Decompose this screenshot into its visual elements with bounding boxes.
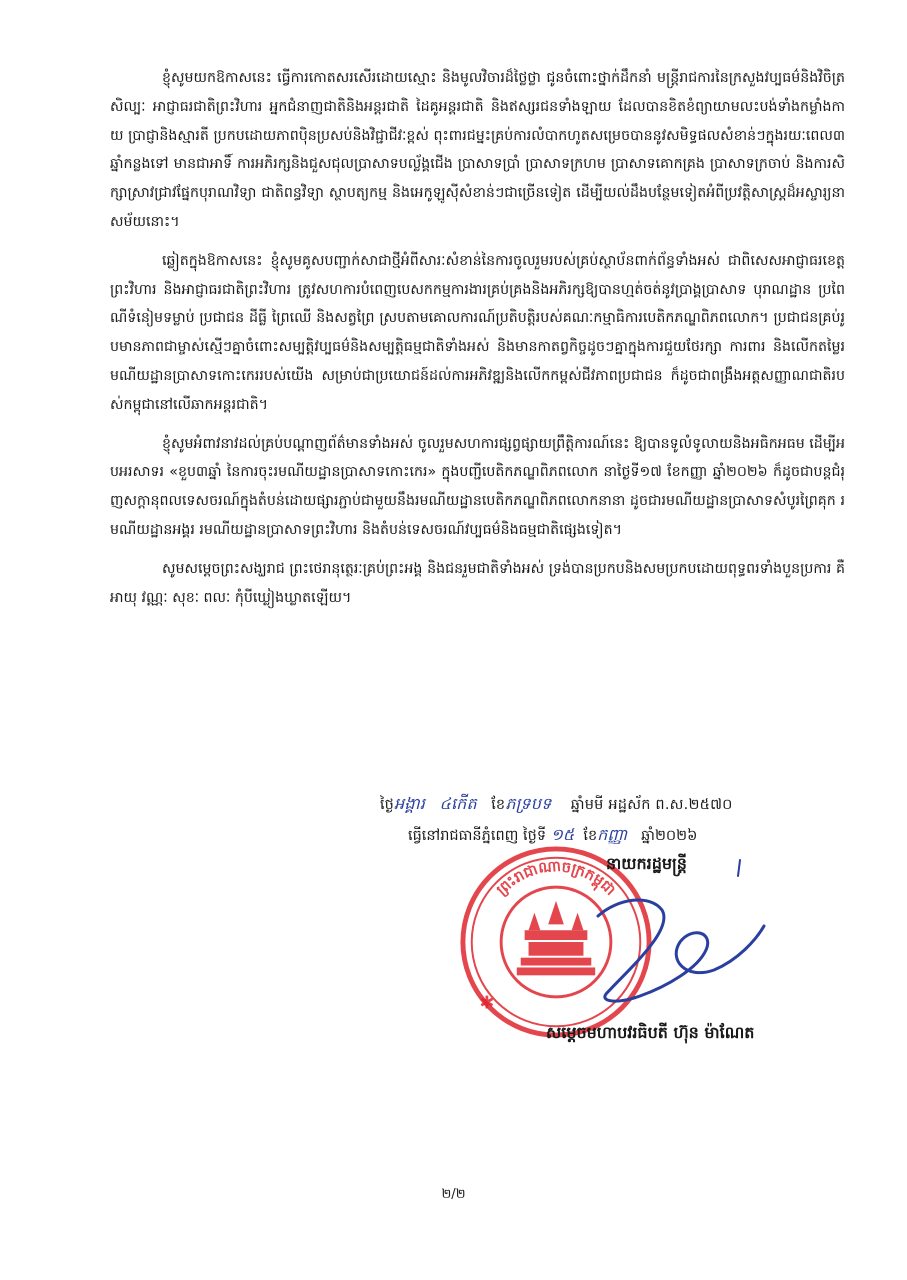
paragraph-gratitude: ខ្ញុំសូមយកឱកាសនេះ ធ្វើការកោតសរសើរដោយស្មោះ និងមូលវិចារដ៏ថ្លៃថ្លា ជូនចំពោះថ្នាក់ដឹកនាំ មន្ត្រីរាជការនៃក្រសួងវប្បធម៌និងវិចិត្រសិល្បៈ អាជ្ញាធរជាតិព្រះវិហារ អ្នកជំនាញជាតិនិងអន្តរជាតិ ដៃគូអន្តរជាតិ និងឥស្សរជនទាំងឡាយ ដែលបានខិតខំព្យាយាមលះបង់ទាំងកម្លាំងកាយ ប្រាជ្ញានិងស្មារតី ប្រកបដោយភាពប៉ិនប្រសប់និងវិជ្ជាជីវៈខ្ពស់ ពុះពារជម្នះគ្រប់ការលំបាកហូតសម្រេចបាននូវសមិទ្ធផលសំខាន់ៗក្នុងរយៈពេល៣ឆ្នាំកន្លងទៅ មានជាអាទិ៍ ការអភិរក្សនិងជួសជុលប្រាសាទបល្ល័ង្គជើង ប្រាសាទប្រាំ ប្រាសាទក្រហម ប្រាសាទគោកគ្រង ប្រាសាទក្រចាប់ និងការសិក្សាស្រាវជ្រាវផ្នែកបុរាណវិទ្យា ជាតិពន្ធវិទ្យា ស្ថាបត្យកម្ម និងអេកូឡូស៊ីសំខាន់ៗជាច្រើនទៀត ដើម្បីយល់ដឹងបន្ថែមទៀតអំពីប្រវត្តិសាស្ត្រដ៏អស្ចារ្យនាសម័យនោះ។ [110,70,845,230]
letter-body [110,64,845,622]
lunar-year-text: ឆ្នាំមមី អដ្ឋស័ក ព.ស.២៥៧០ [570,797,733,813]
day-label: ថ្ងៃ [380,797,395,813]
paragraph-responsibility: ឆ្លៀតក្នុងឱកាសនេះ ខ្ញុំសូមគូសបញ្ជាក់សាជាថ្មីអំពីសារៈសំខាន់នៃការចូលរួមរបស់គ្រប់ស្ថាប័នពាក់ព័ន្ធទាំងអស់ ជាពិសេសអាជ្ញាធរខេត្តព្រះវិហារ និងអាជ្ញាធរជាតិព្រះវិហារ ត្រូវសហការបំពេញបេសកកម្មការងារគ្រប់គ្រងនិងអភិរក្សឱ្យបានហ្មត់ចត់នូវប្រាង្គប្រាសាទ បុរាណដ្ឋាន ប្រពៃណីទំនៀមទម្លាប់ ប្រជាជន ដីធ្លី ព្រៃឈើ និងសត្វព្រៃ ស្របតាមគោលការណ៍ប្រតិបត្តិរបស់គណៈកម្មាធិការបេតិកភណ្ឌពិភពលោក។ ប្រជាជនគ្រប់រូបមានភាពជាម្ចាស់ស្មើៗគ្នាចំពោះសម្បត្តិវប្បធម៌និងសម្បត្តិធម្មជាតិទាំងអស់ និងមានកាតព្វកិច្ចដូចៗគ្នាក្នុងការជួយថែរក្សា ការពារ និងលើកតម្លៃរមណីយដ្ឋានប្រាសាទកោះកេររបស់យើង សម្រាប់ជាប្រយោជន៍ដល់ការអភិវឌ្ឍនិងលើកកម្ពស់ជីវភាពប្រជាជន ក៏ដូចជាពង្រឹងអត្តសញ្ញាណជាតិរបស់កម្ពុជានៅលើឆាកអន្តរជាតិ។ [110,252,845,413]
handwritten-signature [588,854,770,1020]
day-number-handwritten: ១៥ [550,825,575,844]
moon-day-handwritten: ៤កើត [439,794,477,813]
seal-star-icon: ✱ [479,993,495,1014]
solar-month-handwritten: កញ្ញា [597,825,628,844]
angkor-temple-emblem-icon [517,901,595,975]
month-label: ខែ [491,797,506,813]
day-name-handwritten: អង្គារ [394,794,426,813]
lunar-month-handwritten: ភទ្របទ [505,794,552,813]
seal-inscription: ព្រះរាជាណាចក្រកម្ពុជា [493,857,619,899]
signatory-name: សម្តេចមហាបវរធិបតី ហ៊ុន ម៉ាណែត [546,1023,755,1042]
page-number: ២/២ [441,1187,466,1202]
paragraph-media-appeal: ខ្ញុំសូមអំពាវនាវដល់គ្រប់បណ្តាញព័ត៌មានទាំងអស់ ចូលរួមសហការផ្សព្វផ្សាយព្រឹត្តិការណ៍នេះ ឱ្យបានទូលំទូលាយនិងអធិកអធម ដើម្បីអបអរសាទរ «ខួប៣ឆ្នាំ នៃការចុះរមណីយដ្ឋានប្រាសាទកោះកេរ» ក្នុងបញ្ជីបេតិកភណ្ឌពិភពលោក នាថ្ងៃទី១៧ ខែកញ្ញា ឆ្នាំ២០២៦ ក៏ដូចជាបន្តជំរុញសក្តានុពលទេសចរណ៍ក្នុងតំបន់ដោយផ្សារភ្ជាប់ជាមួយនឹងរមណីយដ្ឋានបេតិកភណ្ឌពិភពលោកនានា ដូចជារមណីយដ្ឋានប្រាសាទសំបូរព្រៃគុក រមណីយដ្ឋានអង្គរ រមណីយដ្ឋានប្រាសាទព្រះវិហារ និងតំបន់ទេសចរណ៍វប្បធម៌និងធម្មជាតិផ្សេងទៀត។ [110,435,845,538]
lunar-date-line [380,793,850,817]
solar-year: ឆ្នាំ២០២៦ [641,828,698,844]
place-prefix: ធ្វើនៅរាជធានីភ្នំពេញ ថ្ងៃទី [408,828,547,844]
signatory-title: នាយករដ្ឋមន្ត្រី [606,854,687,873]
month-label-solar: ខែ [583,828,598,844]
paragraph-blessing: សូមសម្តេចព្រះសង្ឃរាជ ព្រះថេរានុត្ថេរៈគ្រប់ព្រះអង្គ និងជនរួមជាតិទាំងអស់ ទ្រង់បានប្រកបនិងសមប្រកបដោយពុទ្ធពរទាំងបួនប្រការ គឺអាយុ វណ្ណៈ សុខៈ ពលៈ កុំបីឃ្លៀងឃ្លាតឡើយ។ [110,560,845,606]
